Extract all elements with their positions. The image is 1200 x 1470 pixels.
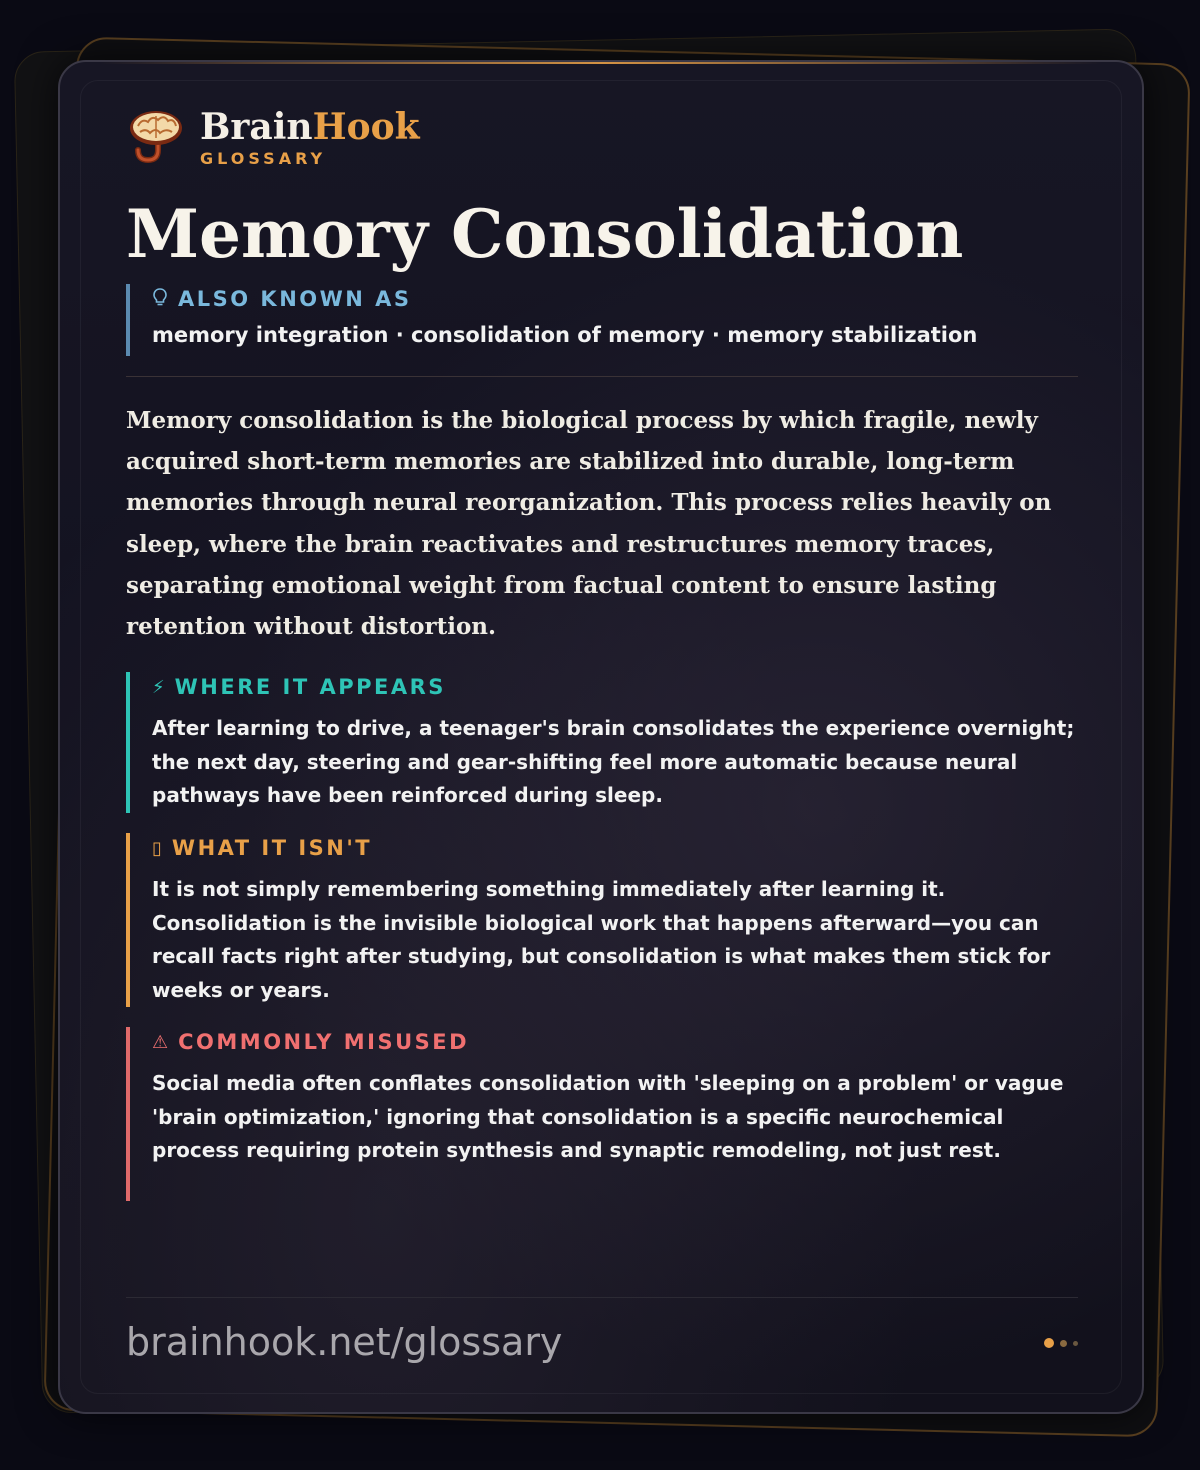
- pagination-dot: [1060, 1340, 1067, 1347]
- also-known-as-block: [126, 284, 1104, 356]
- pagination-dot-active: [1044, 1338, 1054, 1348]
- glossary-card: [58, 60, 1144, 1414]
- term-title: Memory Consolidation: [126, 195, 964, 273]
- brand-subtitle: GLOSSARY: [200, 148, 327, 168]
- where-it-appears-label: WHERE IT APPEARS: [174, 675, 446, 699]
- missing-glyph-icon: ▯: [152, 837, 162, 859]
- warning-icon: ⚠: [152, 1031, 169, 1053]
- what-it-isnt-body: It is not simply remembering something immediately after learning it. Consolidation is the invisible biological work that happens afterward—you can recall facts right after studying, but consolidation is what makes them stick for weeks or years.: [152, 877, 1051, 1002]
- pagination-dot: [1073, 1341, 1078, 1346]
- divider-top: [126, 376, 1078, 377]
- brand-name-part1: Brain: [200, 105, 313, 148]
- commonly-misused-section: [126, 1027, 1078, 1201]
- where-it-appears-heading: [152, 672, 1078, 702]
- what-it-isnt-label: WHAT IT ISN'T: [171, 836, 373, 860]
- definition-text: Memory consolidation is the biological process by which fragile, newly acquired short-term memories are stabilized into durable, long-term memories through neural reorganization. This process relies heavily on sleep, where the brain reactivates and restructures memory traces, separating emotional weight from factual content to ensure lasting retention without distortion.: [126, 407, 1052, 641]
- where-it-appears-body: After learning to drive, a teenager's brain consolidates the experience overnight; the next day, steering and gear-shifting feel more automatic because neural pathways have been reinforced during sleep.: [152, 716, 1075, 808]
- what-it-isnt-section: [126, 833, 1078, 1007]
- brand-logo[interactable]: [126, 106, 420, 168]
- where-it-appears-section: [126, 672, 1078, 813]
- also-known-as-values: memory integration · consolidation of memory · memory stabilization: [152, 323, 978, 347]
- divider-bottom: [126, 1297, 1078, 1298]
- commonly-misused-label: COMMONLY MISUSED: [178, 1030, 470, 1054]
- also-known-as-heading: [152, 284, 1104, 314]
- brain-hook-icon: [126, 106, 188, 168]
- pagination-dots-icon: [1038, 1338, 1078, 1348]
- brand-name: [200, 107, 420, 147]
- also-known-as-label: ALSO KNOWN AS: [178, 287, 412, 311]
- commonly-misused-body: Social media often conflates consolidation with 'sleeping on a problem' or vague 'brain optimization,' ignoring that consolidation is a specific neurochemical process requiring protein synthesis and synaptic remodeling, not just rest.: [152, 1071, 1064, 1163]
- commonly-misused-heading: [152, 1027, 1078, 1057]
- brand-name-part2: Hook: [312, 105, 420, 148]
- lightbulb-icon: [152, 287, 168, 312]
- lightning-icon: ⚡: [152, 676, 165, 698]
- what-it-isnt-heading: [152, 833, 1078, 863]
- footer-url-link[interactable]: brainhook.net/glossary: [126, 1320, 563, 1364]
